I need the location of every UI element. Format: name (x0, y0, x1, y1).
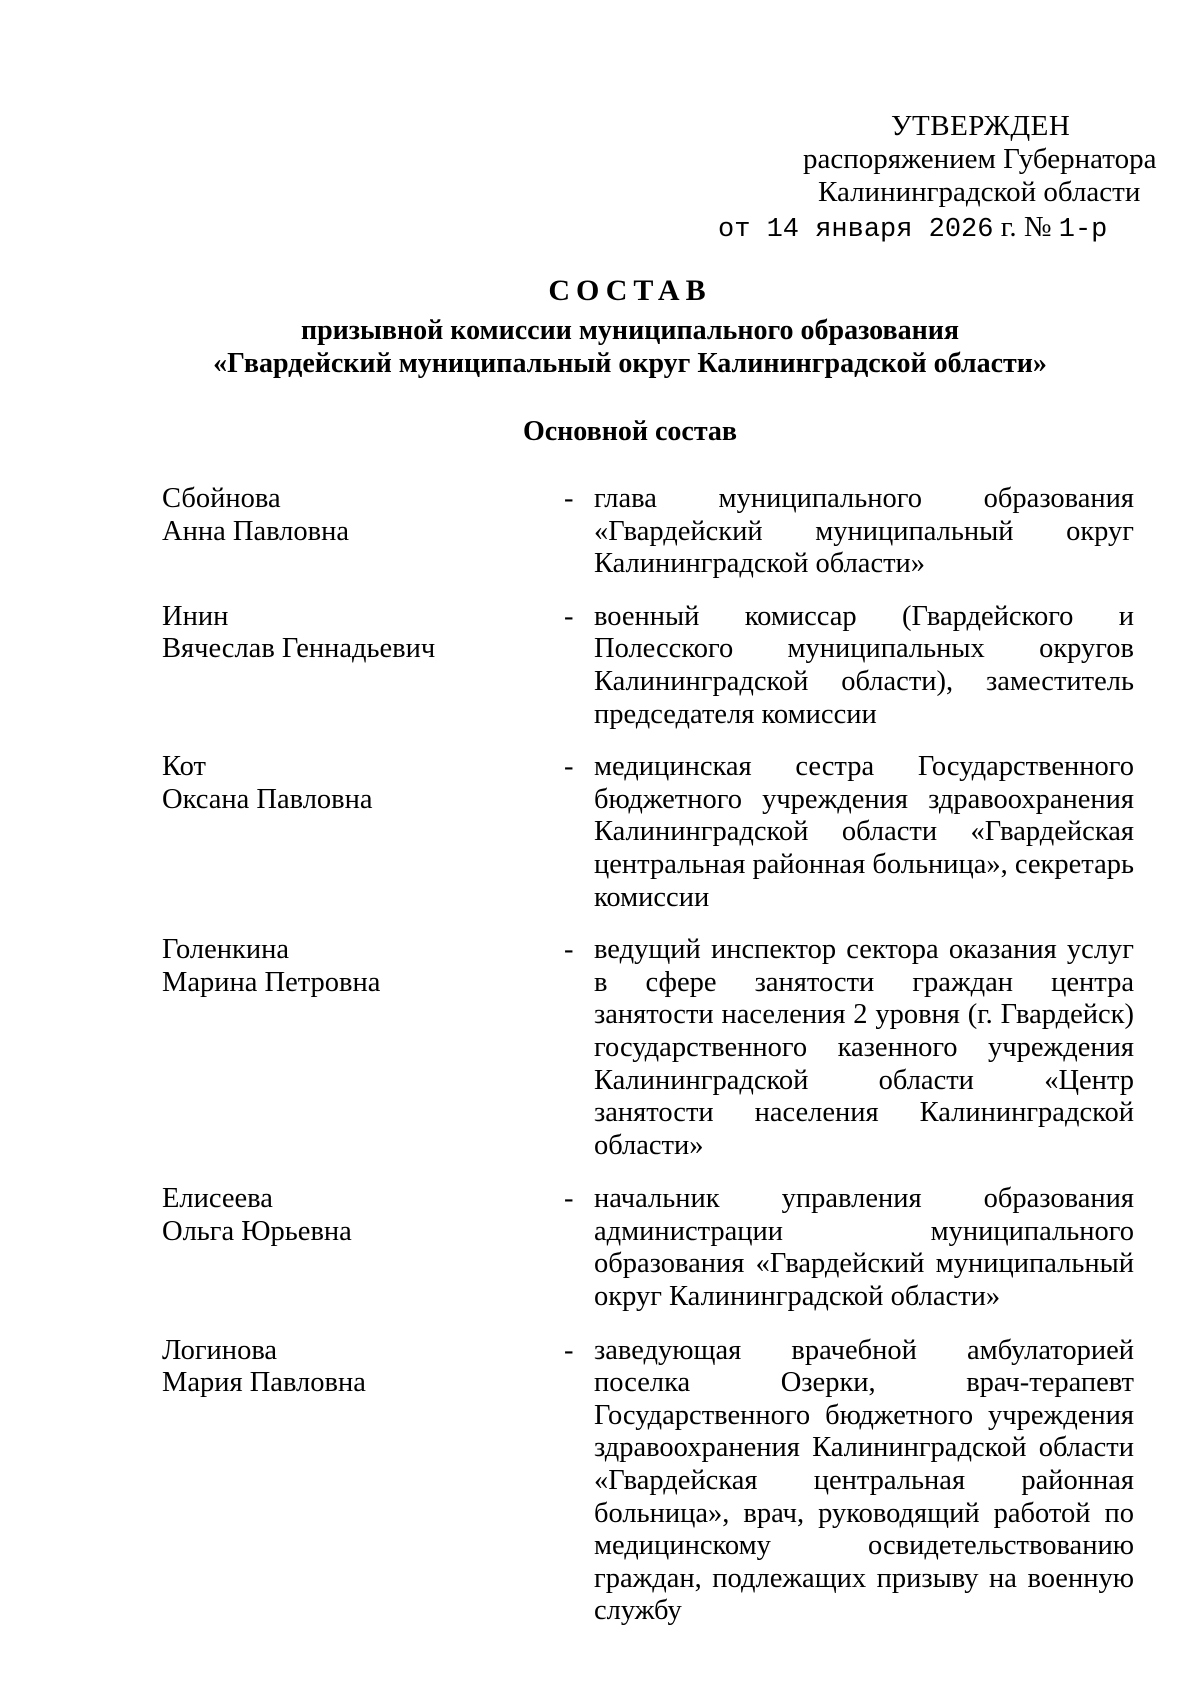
approval-stamp (700, 110, 1160, 247)
member-role: глава муниципального образования «Гвардейский муниципальный округ Калининградской области» (594, 483, 1134, 580)
member-name (162, 934, 564, 1162)
member-row (162, 934, 1147, 1162)
member-row (162, 1335, 1147, 1628)
member-dash: - (564, 600, 574, 632)
member-dash: - (564, 483, 574, 514)
approval-date: от 14 января 2026 (718, 215, 994, 245)
member-surname: Логинова (162, 1334, 278, 1366)
member-name (162, 751, 564, 914)
approval-number: 1-р (1058, 215, 1108, 245)
member-row (162, 1183, 1147, 1313)
member-role: военный комиссар (Гвардейского и Полесского муниципальных округов Калининградской области), заместитель председателя комиссии (594, 600, 1134, 730)
document-subtitle-line-1: призывной комиссии муниципального образования (300, 315, 960, 346)
member-surname: Сбойнова (162, 483, 281, 514)
member-dash: - (564, 1183, 574, 1215)
approval-date-line (700, 211, 1160, 247)
member-name (162, 483, 564, 581)
approval-number-label: г. № (993, 211, 1059, 243)
member-given-names: Мария Павловна (162, 1367, 366, 1399)
member-given-names: Ольга Юрьевна (162, 1215, 352, 1247)
member-row (162, 483, 1147, 581)
member-surname: Голенкина (162, 934, 289, 966)
member-given-names: Марина Петровна (162, 966, 381, 998)
member-role: начальник управления образования администрации муниципального образования «Гвардейский муниципальный округ Калининградской области» (594, 1183, 1134, 1313)
member-role: ведущий инспектор сектора оказания услуг в сфере занятости граждан центра занятости населения 2 уровня (г. Гвардейск) государственного казенного учреждения Калининградской области «Центр занятости населения Калининградской области» (594, 934, 1134, 1161)
member-dash: - (564, 934, 574, 966)
members-list (162, 483, 1147, 1628)
member-name (162, 601, 564, 731)
document-subtitle-line-2: «Гвардейский муниципальный округ Калининградской области» (213, 348, 1047, 379)
document-subtitle (0, 314, 1200, 380)
member-surname: Елисеева (162, 1183, 273, 1215)
section-title: Основной состав (522, 416, 738, 447)
member-given-names: Анна Павловна (162, 515, 350, 547)
member-given-names: Оксана Павловна (162, 783, 373, 815)
approval-title: УТВЕРЖДЕН (891, 110, 1071, 142)
member-name (162, 1335, 564, 1628)
member-given-names: Вячеслав Геннадьевич (162, 633, 436, 665)
member-row (162, 601, 1147, 731)
member-name (162, 1183, 564, 1313)
member-dash: - (564, 1334, 574, 1366)
member-role: заведующая врачебной амбулаторией поселка Озерки, врач-терапевт Государственного бюджетного учреждения здравоохранения Калининградской области «Гвардейская центральная районная больница», врач, руководящий работой по медицинскому освидетельствованию граждан, подлежащих призыву на военную службу (594, 1334, 1134, 1627)
member-surname: Инин (162, 600, 229, 632)
member-role: медицинская сестра Государственного бюджетного учреждения здравоохранения Калининградской области «Гвардейская центральная районная больница», секретарь комиссии (594, 751, 1134, 913)
member-surname: Кот (162, 751, 206, 783)
approval-line-1: распоряжением Губернатора (803, 143, 1157, 175)
approval-line-2: Калининградской области (818, 176, 1141, 208)
member-dash: - (564, 751, 574, 783)
member-row (162, 751, 1147, 914)
document-title: СОСТАВ (548, 274, 712, 307)
